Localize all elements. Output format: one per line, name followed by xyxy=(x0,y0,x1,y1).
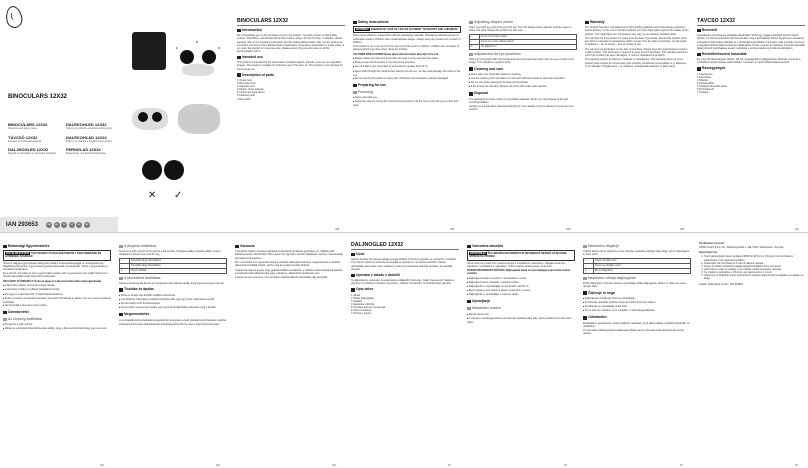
section-heading: Introduction xyxy=(237,28,345,33)
cover-title: BINOCULARS 12X32 xyxy=(8,94,68,100)
list-item: 2. Garancijski rok za izdelek je 3 leta od datuma nakupa. xyxy=(704,262,805,265)
list-item: ■ Za čiščenje ne uporabljajte ostrih čistil. xyxy=(583,305,691,309)
cross-icon: ✕ xyxy=(148,190,157,201)
section-heading: Biztonsági figyelmeztetés xyxy=(3,244,111,249)
language-subtitle: Operation and safety notes xyxy=(8,127,37,130)
list-item: ■ Amennyiben szennyezett marad, egy kevés tiszta alkohollal nedvesítse meg a kendőt. xyxy=(119,306,227,310)
paragraph: O možnostih odstranjevanja izrabljenega izdelka vas bo obvestila vaša občinska ali mestna uprava. xyxy=(583,329,684,336)
section-heading: Uvod xyxy=(351,252,459,257)
fire-warning: VIGYÁZAT! TŰZVESZÉLY! Soha ne tegye ki a távcsövet közvetlen napsugárzásnak. xyxy=(3,279,102,283)
paragraph: A garancia nem érvényes, ha a terméket szakszerűtlenül használták vagy javították. xyxy=(235,276,328,280)
list-item: ■ Daljnogled hranite na suhem in brezprašnem mestu. xyxy=(467,277,575,281)
section-heading: Description of parts xyxy=(237,73,345,78)
fire-warning: CAUTION! FIRE HAZARD! Never place the binoculars directly in the sun. xyxy=(353,52,439,56)
warning-box xyxy=(3,250,111,260)
list-item: 5 Central focusing wheel xyxy=(237,91,265,95)
list-item: ■ Please make sure that your binoculars are kept in a dry and dust-free place. xyxy=(353,57,461,61)
table-row: – Fokus na oddaljen motiv xyxy=(584,263,691,268)
page-number: SI xyxy=(680,463,683,467)
list-item: 7 Övtáska xyxy=(697,91,709,95)
table-row: 0 No adjustment xyxy=(470,44,577,49)
paragraph: Tartsa a távcsövet két kézzel és mozgassa a távcsőtestet addig, amíg egy kerek képet nem lát. xyxy=(119,282,225,286)
list-item: 3 Objective lens xyxy=(237,85,255,89)
list-item: 2 Binocular body xyxy=(237,82,256,86)
paragraph: Embalaža je sestavljena iz okolju prijaznih materialov, ki jih lahko oddate v lokalnih zbiralnikih za recikliranje. xyxy=(583,321,690,328)
eyepiece-icon xyxy=(138,112,148,122)
paragraph: Erre a termékre 3 év garanciát adunk a vásárlás dátumától számítva. A garancia idő a vásárlás dátumával kezdődik. Kérjük, őrizze meg az eredeti pénztári blokkot. xyxy=(235,261,340,268)
table-row: 0 Nincs beállítás xyxy=(120,268,227,273)
section-heading: Cleaning and care xyxy=(469,67,577,72)
language-name: DALJNOGLED 12X32 xyxy=(8,147,49,152)
paragraph: Contact your local refuse disposal authority for more details of how to dispose of your worn-out product. xyxy=(469,105,574,112)
section-heading: Megsemmisítés xyxy=(119,312,227,317)
subsection-heading: Az élesség beállítása xyxy=(3,317,111,322)
list-item: ■ Állítsa be a középső fókuszáló kereket addig, amíg a bal szemmel látott tárgy éles nem lesz. xyxy=(3,327,111,331)
list-item: ■ Do not use the binoculars in heavy rain. Otherwise the binoculars could be damaged. xyxy=(353,77,461,81)
paragraph: We congratulate you on the purchase of your new product. You have chosen a high quality product. Familiarise yourself with the product before using it for the first time. In addition, please carefully refer to the operating instructions and the safety advice below. Only use the product as instructed and only for the indicated field of application. Keep these instructions in a safe place. If you pass the product on to anyone else, please ensure that you also pass on all the documentation with it. xyxy=(237,34,345,53)
parts-list xyxy=(351,294,459,316)
check-icon: ✓ xyxy=(174,190,183,201)
focus-steps xyxy=(467,313,575,324)
diopter-table xyxy=(583,258,691,274)
top-row xyxy=(0,0,808,232)
page-number: HU xyxy=(100,463,105,467)
paragraph: A csomagolás környezetbarát anyagokból áll, amelyeket a helyi újrahasznosító helyeken leadhat. xyxy=(119,318,227,322)
section-heading: Odstranitev xyxy=(583,315,691,320)
diopter-table xyxy=(469,34,577,50)
list-item: 5 Középső fókuszáló kerék xyxy=(697,85,727,89)
section-heading: Safety instructions xyxy=(353,20,461,25)
list-item: ■ Never look through the inbuilt lenses directly into the sun, as this could damage the retina of the eye. xyxy=(353,70,461,77)
table-row: – Távolabbi tárgy fókuszálása xyxy=(120,263,227,268)
gb-col-4 xyxy=(582,18,692,226)
language-subtitle: Kezelési és biztonsági utalások xyxy=(8,139,42,143)
paragraph: Otrok nikoli ne pustite brez nadzora skupaj z embalažnim materialom. Obstaja nevarnost zadušitve z embalažnim materialom. Otroci pogosto podcenjujejo nevarnosti. xyxy=(467,261,566,268)
list-item: ■ A távcsövet száraz, pormentes helyen tárolja. xyxy=(3,284,111,288)
parts-list xyxy=(237,79,345,101)
language-name: FERNGLAS 12X32 xyxy=(66,147,101,152)
list-item: 4 Dioptria-állító xyxy=(697,82,714,86)
flag-icon: HU xyxy=(55,223,58,226)
language-row xyxy=(8,147,116,155)
list-item: ■ Soha ne szedje szét tisztítás céljából a távcsövet. xyxy=(119,294,227,298)
warranty-terms xyxy=(699,255,805,280)
language-name: TÁVCSŐ 12X32 xyxy=(8,134,38,140)
list-item: ■ Soha ne nézzen a beépített lencséken keresztül közvetlenül a napba, mert ez a retina sérülését okozhatja. xyxy=(3,297,111,304)
safety-list xyxy=(3,284,111,308)
paragraph: Open your right eye and close your left eye. Turn the diopter vision adjuster until the object is sharp and clear. Retain this position for later use. xyxy=(469,26,572,33)
language-name: DALEKOHĽAD 12X32 xyxy=(66,134,107,140)
list-item: ■ A tisztításhoz használja a mellékelt tisztítókendőt vagy egy puha, szálmentes kendőt. xyxy=(119,298,227,302)
service-address: OWIM GmbH & Co. KG, Stiftsbergstraße 1, DE-74167 Neckarsulm, Nemčija xyxy=(699,246,784,250)
paragraph: A terméket szigorú minőségi előírások betartásával gondosan gyártottuk, és szállítás előtt lelkiismeretesen ellenőriztük. Hiba esetén Ön jogosult a termék eladójával szemben szavatossági igényeket érvényesíteni. xyxy=(235,250,343,260)
safety-list xyxy=(353,57,461,81)
cleaning-list xyxy=(119,294,227,310)
hands-holding-image xyxy=(132,108,168,130)
list-item: ■ Ne használja a távcsövet erős esőben. xyxy=(3,304,111,308)
page-number: GB xyxy=(566,227,571,231)
paragraph: Nyissa ki a jobb szemét és hunyja be a bal szemét. Forgassa addig a dioptria-állítót, amíg a célobjektum élesen nem jelenik meg. xyxy=(119,250,221,257)
cleaning-list xyxy=(583,297,691,313)
subsection-heading: Focusing xyxy=(353,90,461,95)
section-heading: Upravljanje xyxy=(467,299,575,304)
list-item: 6. Garancija ne izključuje pravic potrošnika iz naslova odgovornosti prodajalca za napake na blagu. xyxy=(704,274,805,280)
list-item: ■ Daljnogleda ne uporabljajte v močnem dežju. xyxy=(467,293,575,297)
paragraph: Odprite desno oko in zaprite levo oko. Zavrtite nastavitev dioptrije tako dolgo, da bo objekt jasno in ostro viden. xyxy=(583,250,690,257)
list-item: ■ Always keep the binoculars in the belt pouch provided. xyxy=(353,61,461,65)
subsection-heading: Nastavitev ostrine xyxy=(467,306,575,311)
subsection-heading: Nastavitev ohišja daljnogleda xyxy=(583,276,691,281)
service-heading: Pooblaščeni serviser: xyxy=(699,242,725,245)
binoculars-parts-diagram: 1 3 5 xyxy=(180,46,220,82)
list-item: 3 Objektív xyxy=(697,79,709,83)
list-item: ■ Daljnogleda za čiščenje nikoli ne razstavljajte. xyxy=(583,297,691,301)
table-row: 0 Brez prilagoditve xyxy=(584,268,691,273)
section-heading: Tisztítás és ápolás xyxy=(119,287,227,292)
list-item: ■ Skozi vgrajene leče nikoli ne glejte neposredno v sonce. xyxy=(467,289,575,293)
page-number: GB xyxy=(450,227,455,231)
list-item: 7 Torbica s pasom xyxy=(351,312,372,316)
section-title: BINOCULARS 12X32 xyxy=(237,18,345,26)
fold-line xyxy=(0,232,808,233)
paragraph: Never leave children unsupervised with the packaging materials. Packaging materials present a suffocation hazard. Children often underestimate danger. Always keep the product out of reach of children. xyxy=(353,34,461,44)
diopter-table xyxy=(119,258,227,274)
list-item: 1 Okular xyxy=(351,293,361,297)
section-heading: Opis delov xyxy=(351,287,459,292)
si-col-3 xyxy=(580,242,694,462)
list-item: ■ Ne használjon erős tisztítószereket. xyxy=(119,302,227,306)
parts-list xyxy=(697,73,805,95)
paragraph: The product has been manufactured to strict quality guidelines and meticulously examined before delivery. In the event of product defects you have legal rights against the retailer of this product. Your legal rights are not limited in any way by our warranty detailed below. xyxy=(585,26,689,36)
warning-box xyxy=(467,250,575,260)
hu-col-3 xyxy=(116,242,230,462)
paragraph: The warranty period begins on the date of purchase. Please keep the original sales receipt in a safe location. This document is required as your proof of purchase. This warranty becomes void if the product has been damaged, or used or maintained improperly. xyxy=(585,47,688,57)
list-item: 4. Garancija ne velja za napake, ki so nastale zaradi nepravilne uporabe. xyxy=(704,268,805,271)
list-item: 2 Ohišje daljnogleda xyxy=(351,296,374,300)
paragraph: Ez a termék távoli tárgyak, állatok, fák stb. megnagyított megfigyelésére alkalmas. A termék a szabadban védett helyeken használható. A termék nem ipari felhasználásra készült. xyxy=(697,58,801,65)
list-item: 7 Belt pouch xyxy=(237,97,251,101)
table-row: + Közelebbi tárgy fókuszálása xyxy=(120,258,227,263)
language-subtitle: Pokyny na obsluhu a bezpečnostné pokyny xyxy=(66,139,112,143)
section-heading: Disposal xyxy=(469,91,577,96)
list-item: 4 Nastavitev dioptrije xyxy=(351,303,375,307)
section-heading: Bevezető xyxy=(697,28,805,33)
paragraph: Ez a termék nem játék és nem a gyermekek kezébe való. A gyermekek nem tudják felismerni a termék használata során felmerülő veszélyeket. xyxy=(3,272,108,279)
paragraph: The warranty for this product is 3 years from the date of purchase. Should this product show any fault in materials or manufacture within 3 years from the date of purchase, we will repair or replace it – at our choice – free of charge to you. xyxy=(585,37,687,47)
page-number: HU xyxy=(795,227,800,231)
section-title: DALJNOGLED 12X32 xyxy=(351,242,459,250)
list-item: ■ Close your right eye. xyxy=(353,96,461,100)
table-row: + Focus on a closer object xyxy=(470,34,577,39)
paragraph: A garancia csak az anyag- vagy gyártási hibákra vonatkozik, a szállítás során keletkezett károkra, a kopásnak kitett alkatrészekre vagy a törékeny alkatrészek sérüléseire nem. xyxy=(235,268,343,275)
brand-logo-icon xyxy=(4,5,24,29)
language-name: DALEKOHLED 12X32 xyxy=(66,122,107,127)
section-heading: Üzembevétel xyxy=(3,310,111,315)
view-circle-icon xyxy=(164,160,184,180)
section-heading: Rendeltetésszerű használat xyxy=(697,52,805,57)
list-item: 5 Osrednje kolesce za ostrenje xyxy=(351,306,386,310)
page-number: SI xyxy=(448,463,451,467)
gb-col-3 xyxy=(466,18,580,226)
hu-col-4 xyxy=(232,242,346,462)
paragraph: Soha ne hagyja a gyermekeket felügyelet nélkül a csomagolóanyaggal. A csomagolóanyag fulladásveszélyt jelent. A gyermekek gyakran lebecsülik a veszélyeket. Tartsa a gyermekeket a terméktől mindig távol. xyxy=(3,261,108,271)
flag-icon: SK xyxy=(77,223,81,226)
list-item: ■ Do not use sharp detergents to clean the binoculars. xyxy=(469,81,577,85)
warning-box xyxy=(353,26,461,33)
gb-col-1 xyxy=(234,18,348,226)
paragraph: Držite daljnogled z obema rokama in premikajte ohišje daljnogleda, dokler ne vidite ene same okrogle slike. xyxy=(583,282,687,289)
warning-tag: FIGYELMEZTETÉS! xyxy=(6,252,30,256)
subsection-heading: Adjustment for eye positions xyxy=(469,52,577,57)
section-heading: Részegységek xyxy=(697,66,805,71)
list-item: 1. S tem garancijskim listom podjetje OWIM GmbH & Co. KG jamči, da bo izdelek v garancijskem roku deloval brezhibno. xyxy=(704,255,805,261)
hu-col-1 xyxy=(694,18,808,226)
si-warranty-card xyxy=(696,242,808,462)
subsection-heading: Adjusting diopter vision xyxy=(469,20,577,25)
list-item: ■ Za čiščenje uporabite priloženo krpo ali mehko krpo brez vlaken. xyxy=(583,301,691,305)
warning-tag: WARNING! xyxy=(356,28,369,32)
list-item: ■ Hunyja be a jobb szemét. xyxy=(3,323,111,327)
list-item: ■ Never take your binoculars apart for cleaning. xyxy=(469,73,577,77)
country-flags xyxy=(46,222,90,228)
paragraph: The warranty applies to defects in material or manufacture. This warranty does not cover product parts subject to normal wear, thus possibly considered consumables (e.g. batteries) or for damage to fragile parts, e.g. switches, rechargeable batteries or glass parts. xyxy=(585,58,687,68)
page-number: GB xyxy=(335,227,340,231)
list-item: ■ Adjust the view by turning the central focusing wheel until the tree on the left eye is sharp and clear. xyxy=(353,100,461,107)
language-name: BINOCULARS 12X32 xyxy=(8,122,48,127)
page-number: SI xyxy=(795,463,798,467)
ian-bar xyxy=(0,217,118,232)
paragraph: This product is intended for the observation of distant objects, animals, trees etc. as magnified images. The product is suitable for protected use in the open air. The product is not intended for commercial use. xyxy=(237,61,343,71)
flag-icon: DE xyxy=(85,223,88,226)
eyepiece-icon xyxy=(152,112,162,122)
list-item: ■ A távcsövet mindig a mellékelt övtáskában tárolja. xyxy=(3,288,111,292)
list-item: ■ Use the cleaning cloth provided or a soft cloth without threads to clean the binoculars. xyxy=(469,77,577,81)
hu-col-2 xyxy=(0,242,114,462)
list-item: 3. Kupec je dolžan morebitno napako prijaviti pooblaščenemu serviserju. xyxy=(704,265,805,268)
list-item: ■ Z vrtenjem osrednjega kolesca za ostrenje nastavite sliko tako, da bo predmet levo oko ostro videlo. xyxy=(467,317,575,324)
product-footer: Izdelek: Daljnogled 12x32 · IAN 293653 xyxy=(699,283,744,287)
paragraph: Hold your binoculars with both hands and move the binocular body until you see a single round image. This should be a perfect circle. xyxy=(469,58,574,65)
list-item: 5. Če izdelek ni popravljen v 45 dneh, ga nadomestimo z novim. xyxy=(704,271,805,274)
list-item: 6 Tisztítókendő xyxy=(697,88,714,92)
language-subtitle: Napotki za upravljanje in varnostna opozorila xyxy=(8,152,56,155)
language-subtitle: Bedienungs- und Sicherheitshinweise xyxy=(66,152,106,155)
table-row: + Fokus na bližji motiv xyxy=(584,258,691,263)
section-heading: Varnostna navodila xyxy=(467,244,575,249)
section-heading: Garancia xyxy=(235,244,343,249)
si-col-1 xyxy=(348,242,462,462)
list-item: ■ Daljnogled vedno shranjujte v priloženi torbici. xyxy=(467,281,575,285)
list-item: 4 Diopter vision adjuster xyxy=(237,88,264,92)
list-item: ■ Daljnogleda ne izpostavljajte temperaturam nad 60 °C. xyxy=(467,285,575,289)
list-item: ■ Če so leče še umazane, krpo navlažite z malo čistega alkohola. xyxy=(583,309,691,313)
list-item: ■ Do not subject your binoculars to temperatures greater than 60 °C. xyxy=(353,65,461,69)
cover-panel xyxy=(0,0,118,232)
safety-list xyxy=(467,277,575,297)
paragraph: Iskreno čestitke ob nakupu vašega novega izdelka. Pred prvo uporabo se seznanite z izdelkom. V ta namen natančno preberite ta navodila za uporabo in varnostna opozorila. Izdelek uporabljajte samo tako, kot je opisano, in samo za navedena področja uporabe. Ta navodila shranite. xyxy=(351,258,457,271)
section-title: TÁVCSŐ 12X32 xyxy=(697,18,805,26)
subsection-heading: A dioptria beállítása xyxy=(119,244,227,249)
view-circle-icon xyxy=(142,160,162,180)
warning-text: ŽIVLJENJSKA NEVARNOST IN NEVARNOST NESREČ ZA MAJHNE OTROKE IN OTROKE! xyxy=(469,252,567,259)
paragraph: Ta daljnogled je namenjen za opazovanje oddaljenih predmetov, živali, drevesa ipd. Izdelek je primeren za zaščiteno uporabo na prostem. Izdelek ni predviden za profesionalno uporabo. xyxy=(351,279,455,286)
bottom-row xyxy=(0,234,808,468)
section-heading: Uporaba v skladu z določili xyxy=(351,273,459,278)
page-number: SI xyxy=(564,463,567,467)
section-heading: Intended use xyxy=(237,55,345,60)
flag-icon: GB xyxy=(47,223,51,226)
language-list xyxy=(8,122,116,160)
list-item: 1 Szemlencse xyxy=(697,72,713,76)
list-item: 3 Objektiv xyxy=(351,299,363,303)
list-item: ■ Ne tegye ki a távcsövet 60 °C feletti hőmérsékletnek. xyxy=(3,293,111,297)
language-row xyxy=(8,122,116,130)
subsection-heading: Nastavitev dioptrije xyxy=(583,244,691,249)
page-number: HU xyxy=(332,463,337,467)
language-subtitle: Pokyny pro obsluhu a bezpečnostní pokyny xyxy=(66,127,113,130)
focus-steps xyxy=(353,96,461,107)
binoculars-front-image xyxy=(132,32,166,70)
ian-number: IAN 293653 xyxy=(6,221,39,228)
list-item: ■ Zaprite desno oko. xyxy=(467,313,575,317)
list-item: 6 Krpa za čiščenje xyxy=(351,309,372,313)
si-col-2 xyxy=(464,242,578,462)
flag-icon: CZ xyxy=(70,223,73,226)
warranty-heading: Garancijski list xyxy=(699,250,717,254)
section-heading: Preparing for use xyxy=(353,83,461,88)
flag-icon: SI xyxy=(61,222,67,228)
paragraph: The packaging is made entirely of recyclable materials, which you may dispose of at local recycling facilities. xyxy=(469,97,568,104)
page-number: HU xyxy=(216,463,221,467)
table-row: – Focus on a more distant object xyxy=(470,39,577,44)
language-row xyxy=(8,135,116,143)
paragraph: This product is not a toy and must be kept out of the reach of children. Children are not aware of dangers which may arise when using the product. xyxy=(353,45,460,52)
list-item: 6 Cleaning cloth xyxy=(237,94,255,98)
warning-text: ÉLETVESZÉLY ÉS BALESETVESZÉLY KISGYERMEKEK ÉS GYEREKEK SZÁMÁRA! xyxy=(5,252,102,259)
subsection-heading: A távcsőtest beállítása xyxy=(119,276,227,281)
gb-col-2 xyxy=(350,18,464,226)
focus-steps xyxy=(3,323,111,331)
warning-tag: OPOZORILO! xyxy=(470,252,486,256)
page-number: GB xyxy=(680,227,685,231)
warning-text: DANGER OF LOSS OF LIFE OR ACCIDENT TO INFANTS AND CHILDREN! xyxy=(370,28,458,32)
list-item: ■ If the lenses are still dirty, dampen the cloth with a little clean alcohol. xyxy=(469,85,577,89)
illustration-panel xyxy=(118,0,233,232)
list-item: 1 Ocular lens xyxy=(237,79,252,83)
eye-adjust-image xyxy=(178,104,220,134)
fire-warning: POZOR! NEVARNOST POŽARA! Daljnogleda nikoli ne izpostavljajte neposredni sončni svetlobi. xyxy=(467,269,571,276)
list-item: 2 Távcsőtest xyxy=(697,75,712,79)
paragraph: Gratulálunk új termékének vásárlása alkalmából. Ezzel egy magas minőségű termék mellett döntött. Az első üzembevétel előtt ismerkedjen meg a készülékkel. Ehhez figyelmesen olvassa el a következő Használati utasítást és a biztonsági tudnivalókat. A terméket csak a leírtak szerint és a megadott felhasználási területeken alkalmazza. Őrizze meg ezt az utasítást. A termék harmadik félnek történő továbbadása esetén mellékelje a termék valamennyi dokumentációját is. xyxy=(697,34,805,50)
paragraph: A kiselejtezett termék ártalmatlanítási lehetőségeiről kérdezze meg a helyi önkormányzatot. xyxy=(119,323,221,327)
cleaning-list xyxy=(469,73,577,89)
section-heading: Warranty xyxy=(585,20,689,25)
section-heading: Čiščenje in nega xyxy=(583,291,691,296)
